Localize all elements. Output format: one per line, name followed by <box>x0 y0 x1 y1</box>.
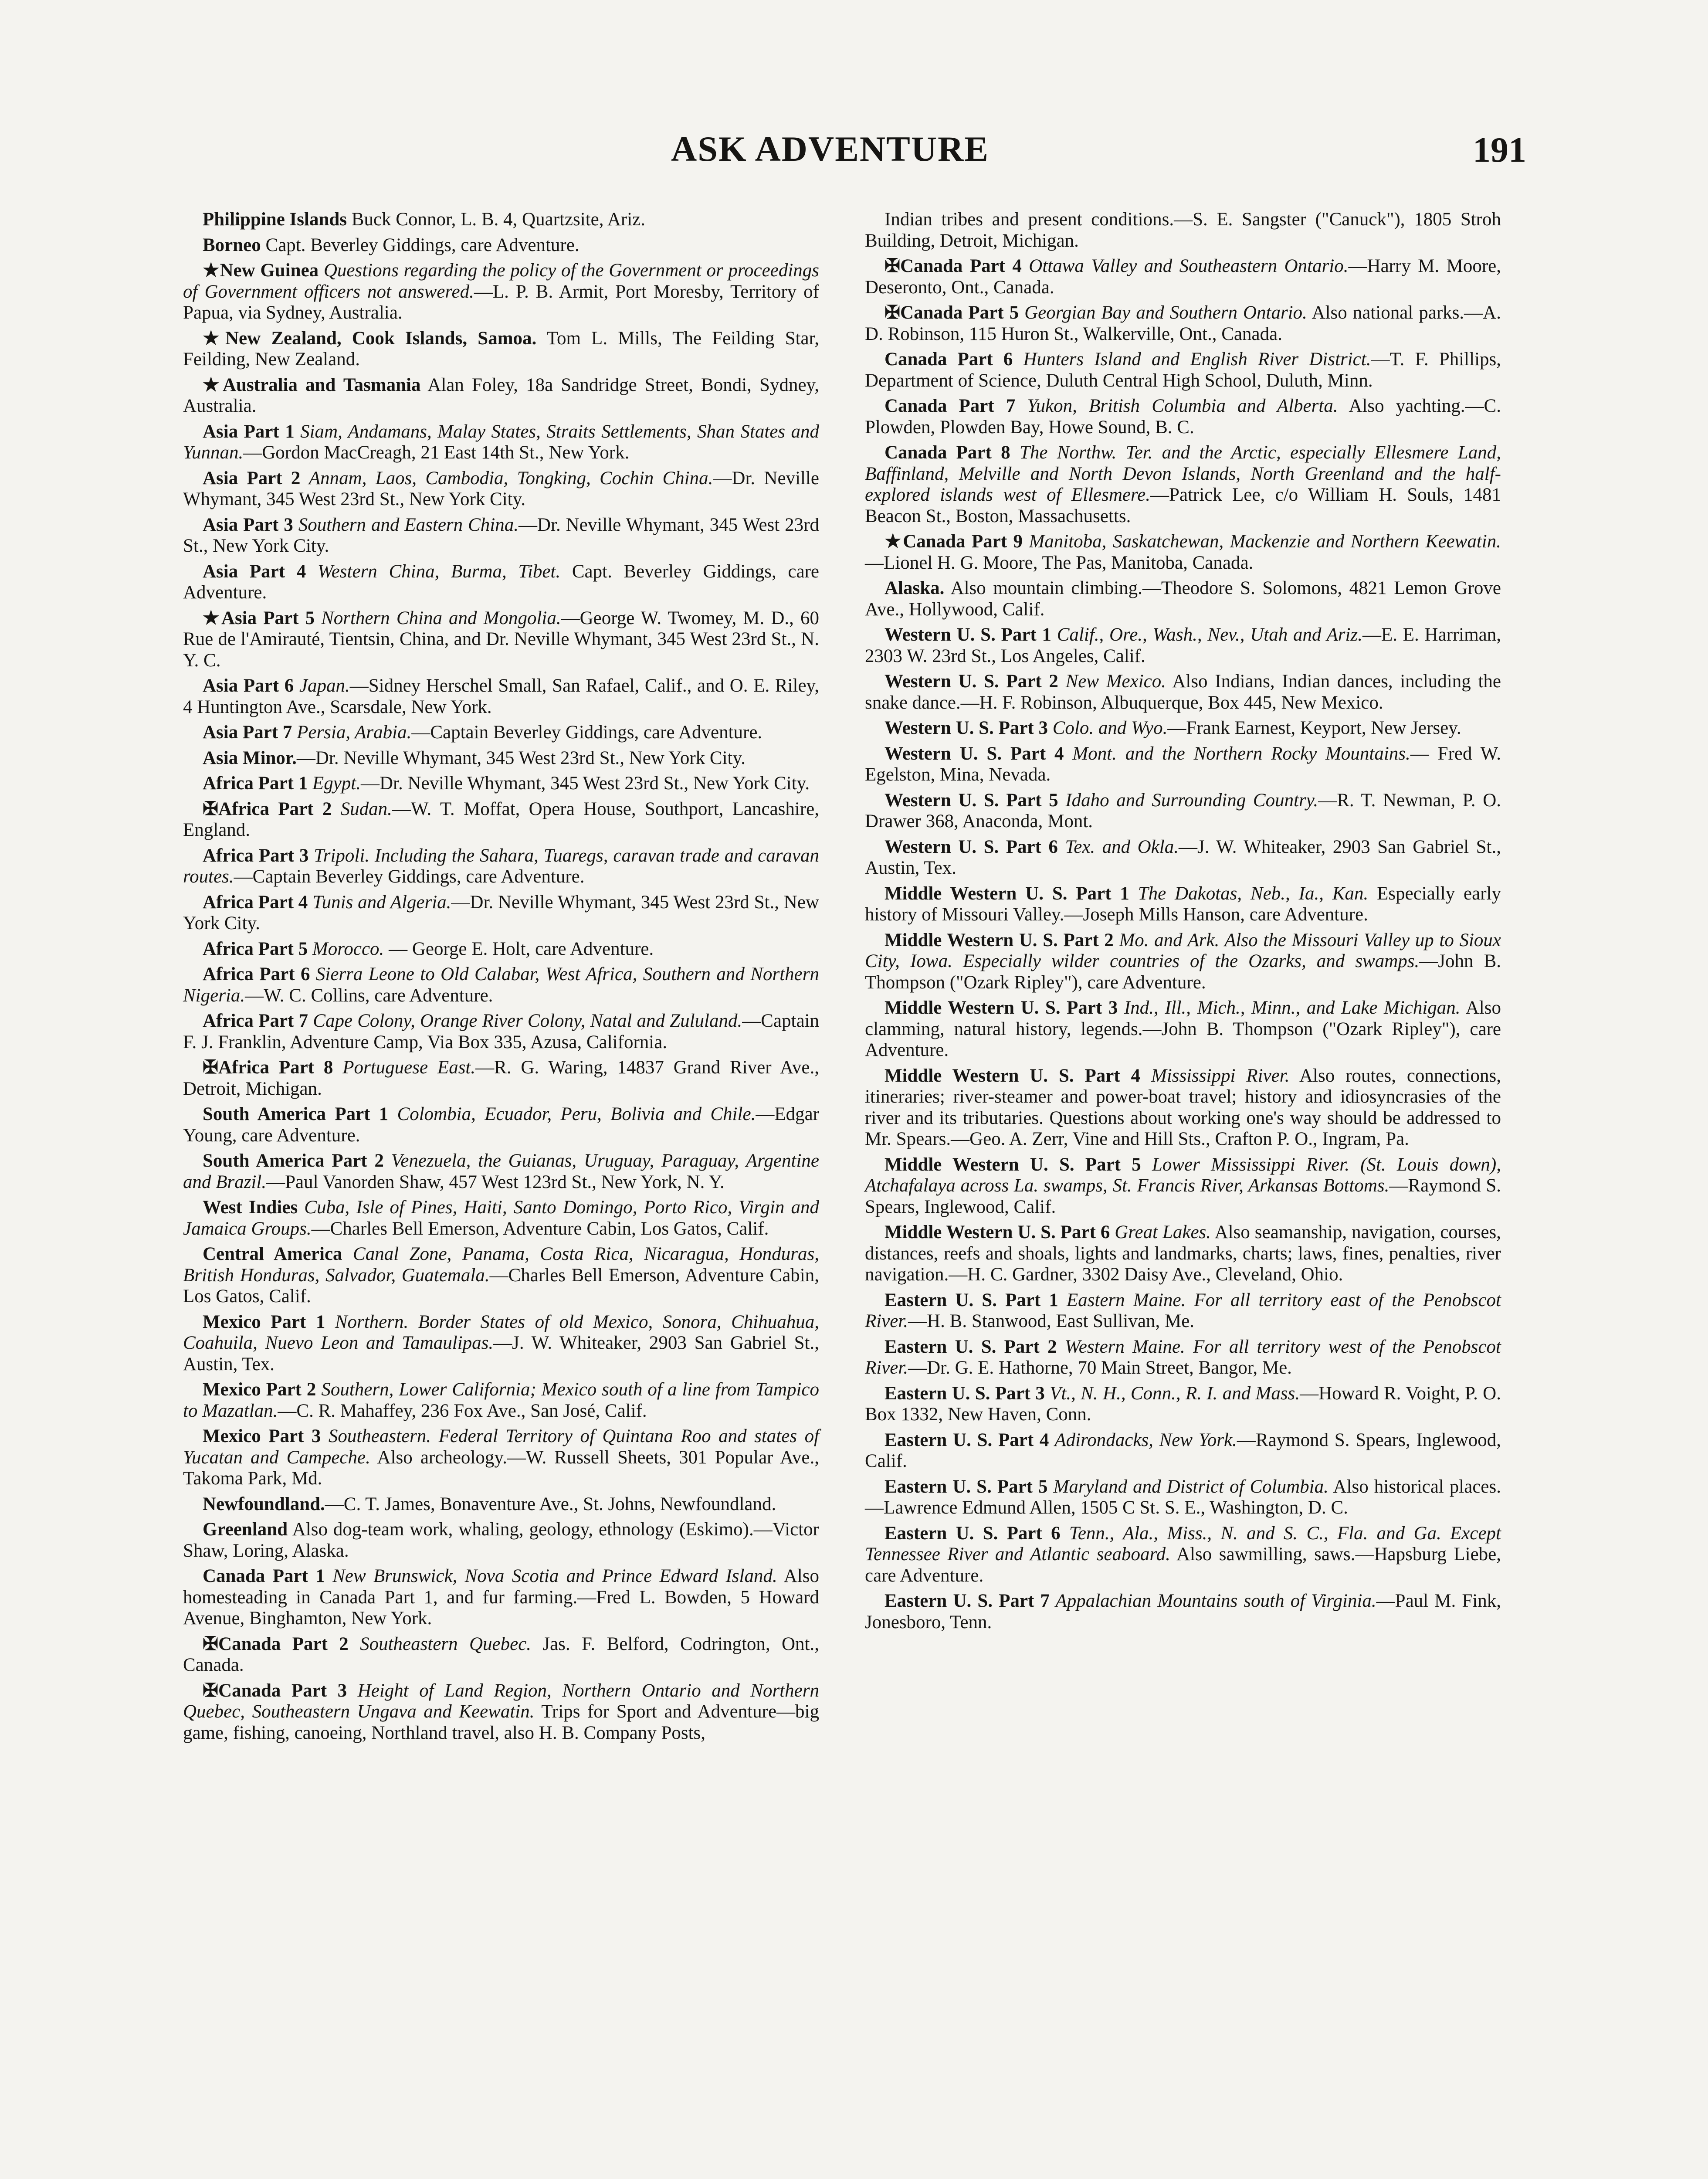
entry-region: Annam, Laos, Cambodia, Tongking, Cochin China. <box>300 468 713 489</box>
entry-region: New Mexico. <box>1058 671 1166 692</box>
entry-heading: Africa Part 5 <box>203 938 308 959</box>
entry-heading: Canada Part 6 <box>884 349 1013 370</box>
directory-entry <box>183 1312 819 1375</box>
entry-heading: Africa Part 8 <box>218 1057 333 1078</box>
entry-text: Also seamanship, navigation, courses, distances, reefs and shoals, lights and landmarks, charts; laws, fines, penalties, river navigation.—H. C. Gardner, 3302 Daisy Ave., Cleveland, Ohio. <box>865 1222 1501 1285</box>
entry-heading: Eastern U. S. Part 5 <box>884 1476 1048 1497</box>
entry-region: New Brunswick, Nova Scotia and Prince Edward Island. <box>325 1566 777 1586</box>
entry-text: —Dr. Neville Whymant, 345 West 23rd St., New York City. <box>183 514 819 556</box>
entry-text: —Charles Bell Emerson, Adventure Cabin, Los Gatos, Calif. <box>311 1218 769 1239</box>
entry-symbol: ★ <box>203 374 223 395</box>
directory-entry <box>183 561 819 604</box>
entry-heading: Africa Part 4 <box>203 892 308 913</box>
entry-heading: Western U. S. Part 1 <box>884 625 1051 645</box>
entry-heading: Canada Part 5 <box>900 302 1019 323</box>
entry-text: Alan Foley, 18a Sandridge Street, Bondi, Sydney, Australia. <box>183 374 820 416</box>
entry-heading: Africa Part 3 <box>203 845 309 866</box>
entry-text: Tom L. Mills, The Feilding Star, Feilding, New Zealand. <box>183 328 819 370</box>
directory-entry <box>865 1430 1501 1472</box>
directory-entry <box>865 1591 1501 1633</box>
entry-heading: Africa Part 1 <box>203 773 308 794</box>
entry-text: Also dog-team work, whaling, geology, ethnology (Eskimo).—Victor Shaw, Loring, Alaska. <box>183 1519 819 1561</box>
entry-text: —W. C. Collins, care Adventure. <box>245 985 493 1006</box>
entry-heading: Australia and Tasmania <box>222 374 421 395</box>
entry-text: Also clamming, natural history, legends.—John B. Thompson ("Ozark Ripley"), care Adventure. <box>865 998 1501 1060</box>
entry-region: Japan. <box>294 675 350 696</box>
page-header <box>0 129 1708 181</box>
entry-region: Tenn., Ala., Miss., N. and S. C., Fla. and Ga. Except Tennessee River and Atlantic seaboard. <box>865 1523 1501 1565</box>
entry-heading: Middle Western U. S. Part 1 <box>884 883 1129 904</box>
entry-region: Sudan. <box>332 798 392 819</box>
directory-entry <box>865 671 1501 713</box>
entry-heading: Western U. S. Part 3 <box>884 718 1048 738</box>
entry-heading: Philippine Islands <box>203 209 347 230</box>
directory-entry <box>865 1222 1501 1286</box>
directory-entry <box>183 375 819 417</box>
directory-entry <box>865 883 1501 926</box>
directory-entry <box>183 608 819 672</box>
entry-text: Also yachting.—C. Plowden, Plowden Bay, Howe Sound, B. C. <box>865 396 1501 438</box>
directory-entry <box>183 939 819 960</box>
entry-region: Portuguese East. <box>333 1057 476 1078</box>
entry-region: Lower Mississippi River. (St. Louis down), Atchafalaya across La. swamps, St. Francis River, Arkansas Bottoms. <box>865 1154 1501 1196</box>
entry-text: Also archeology.—W. Russell Sheets, 301 Popular Ave., Takoma Park, Md. <box>183 1447 819 1489</box>
directory-entry <box>183 515 819 557</box>
entry-region: Tex. and Okla. <box>1057 836 1179 857</box>
entry-region: Vt., N. H., Conn., R. I. and Mass. <box>1044 1383 1300 1404</box>
entry-text: Especially early history of Missouri Valley.—Joseph Mills Hanson, care Adventure. <box>865 883 1501 925</box>
directory-entry <box>183 468 819 510</box>
entry-region: Tripoli. Including the Sahara, Tuaregs, caravan trade and caravan routes. <box>183 845 819 887</box>
entry-symbol: ★ <box>203 328 225 349</box>
directory-entry <box>183 260 819 324</box>
entry-symbol: ✠ <box>203 798 219 819</box>
entry-heading: West Indies <box>203 1197 298 1218</box>
directory-entry <box>183 1197 819 1239</box>
entry-text: — George E. Holt, care Adventure. <box>384 938 654 959</box>
entry-text: Jas. F. Belford, Codrington, Ont., Canada. <box>183 1633 819 1675</box>
entry-region: Ottawa Valley and Southeastern Ontario. <box>1021 256 1349 276</box>
entry-region: Cuba, Isle of Pines, Haiti, Santo Domingo, Porto Rico, Virgin and Jamaica Groups. <box>183 1197 819 1239</box>
entry-region: Georgian Bay and Southern Ontario. <box>1019 302 1307 323</box>
entry-region: Cape Colony, Orange River Colony, Natal and Zululand. <box>308 1011 742 1031</box>
entry-text: —Charles Bell Emerson, Adventure Cabin, Los Gatos, Calif. <box>183 1265 819 1307</box>
directory-entry <box>183 209 819 231</box>
entry-region: Canal Zone, Panama, Costa Rica, Nicaragua, Honduras, British Honduras, Salvador, Guatemala. <box>183 1244 820 1286</box>
entry-heading: Eastern U. S. Part 6 <box>884 1523 1061 1544</box>
directory-entry <box>865 1154 1501 1218</box>
entry-text: —R. T. Newman, P. O. Drawer 368, Anaconda, Mont. <box>865 790 1501 832</box>
entry-text: —Sidney Herschel Small, San Rafael, Calif., and O. E. Riley, 4 Huntington Ave., Scarsdale, New York. <box>183 675 819 717</box>
entry-heading: Asia Part 4 <box>203 561 306 582</box>
entry-heading: Mexico Part 1 <box>203 1311 325 1332</box>
entry-text: —Dr. Neville Whymant, 345 West 23rd St., New York City. <box>360 773 810 794</box>
entry-text: —George W. Twomey, M. D., 60 Rue de l'Amirauté, Tientsin, China, and Dr. Neville Whymant, 345 West 23rd St., N. Y. C. <box>183 608 819 671</box>
entry-heading: Mexico Part 2 <box>203 1379 316 1400</box>
directory-entry <box>865 718 1501 739</box>
directory-entry <box>183 1634 819 1676</box>
entry-text: Trips for Sport and Adventure—big game, fishing, canoeing, Northland travel, also H. B. Company Posts, <box>183 1701 819 1743</box>
page-title: ASK ADVENTURE <box>671 129 989 169</box>
directory-entry <box>865 625 1501 667</box>
entry-region: Southern and Eastern China. <box>293 514 518 535</box>
entry-heading: Canada Part 2 <box>218 1633 349 1654</box>
directory-entry <box>183 964 819 1006</box>
entry-heading: Middle Western U. S. Part 4 <box>884 1065 1141 1086</box>
directory-entry <box>183 1057 819 1100</box>
directory-entry <box>865 1337 1501 1379</box>
entry-heading: Eastern U. S. Part 4 <box>884 1429 1049 1450</box>
directory-entry <box>183 892 819 934</box>
entry-region: Mo. and Ark. Also the Missouri Valley up to Sioux City, Iowa. Especially wilder countries of the Ozarks, and swamps. <box>865 930 1501 971</box>
directory-entry <box>865 998 1501 1061</box>
entry-heading: Western U. S. Part 6 <box>884 836 1058 857</box>
entry-symbol: ★ <box>203 608 221 628</box>
entry-text: —R. G. Waring, 14837 Grand River Ave., Detroit, Michigan. <box>183 1057 819 1099</box>
entry-region: Tunis and Algeria. <box>308 892 451 913</box>
directory-entry <box>865 743 1501 786</box>
entry-text: —Paul Vanorden Shaw, 457 West 123rd St., New York, N. Y. <box>266 1171 725 1192</box>
directory-entry <box>183 845 819 888</box>
directory-entry <box>865 302 1501 345</box>
directory-entry <box>183 675 819 718</box>
directory-entry <box>865 1290 1501 1332</box>
entry-text: Also sawmilling, saws.—Hapsburg Liebe, care Adventure. <box>865 1544 1501 1586</box>
entry-region: Colombia, Ecuador, Peru, Bolivia and Chile. <box>388 1104 756 1124</box>
entry-text: —Edgar Young, care Adventure. <box>183 1104 820 1146</box>
entry-heading: Asia Part 2 <box>203 468 301 489</box>
entry-region: Morocco. <box>308 938 384 959</box>
entry-heading: Canada Part 4 <box>900 256 1022 276</box>
entry-region: Sierra Leone to Old Calabar, West Africa, Southern and Northern Nigeria. <box>183 964 819 1006</box>
directory-entry <box>865 442 1501 527</box>
entry-heading: Asia Part 6 <box>203 675 294 696</box>
entry-text: Also national parks.—A. D. Robinson, 115 Huron St., Walkerville, Ont., Canada. <box>865 302 1501 344</box>
right-column <box>865 209 1501 1637</box>
entry-heading: New Guinea <box>220 260 319 281</box>
entry-text: Also routes, connections, itineraries; river-steamer and power-boat travel; history and idiosyncrasies of the river and its tributaries. Questions about working one's way should be addressed to Mr. Spears.—Geo. A. Zerr, Vine and Hill Sts., Crafton P. O., Ingram, Pa. <box>865 1065 1501 1149</box>
directory-entry <box>183 1566 819 1629</box>
directory-entry <box>183 1494 819 1515</box>
entry-region: Northern China and Mongolia. <box>314 608 561 628</box>
entry-heading: Asia Part 5 <box>221 608 315 628</box>
directory-entry <box>865 1476 1501 1519</box>
entry-region: Appalachian Mountains south of Virginia. <box>1050 1591 1376 1611</box>
directory-entry <box>865 578 1501 620</box>
entry-region: Hunters Island and English River District. <box>1013 349 1371 370</box>
directory-entry <box>865 1523 1501 1587</box>
entry-text: — Fred W. Egelston, Mina, Nevada. <box>865 743 1501 785</box>
directory-entry <box>183 1426 819 1490</box>
entry-text: —Howard R. Voight, P. O. Box 1332, New Haven, Conn. <box>865 1383 1501 1425</box>
entry-heading: Asia Part 7 <box>203 722 292 743</box>
entry-heading: Eastern U. S. Part 2 <box>884 1336 1057 1357</box>
entry-region: Western China, Burma, Tibet. <box>306 561 561 582</box>
directory-entry <box>183 1244 819 1307</box>
entry-text: —Paul M. Fink, Jonesboro, Tenn. <box>865 1591 1501 1633</box>
entry-text: —L. P. B. Armit, Port Moresby, Territory of Papua, via Sydney, Australia. <box>183 281 819 323</box>
directory-entry <box>183 1151 819 1193</box>
entry-heading: Africa Part 6 <box>203 964 310 984</box>
entry-text: —J. W. Whiteaker, 2903 San Gabriel St., Austin, Tex. <box>183 1333 820 1375</box>
directory-entry <box>183 1680 819 1744</box>
directory-entry <box>183 773 819 794</box>
directory-entry <box>183 235 819 256</box>
entry-heading: Canada Part 9 <box>903 531 1023 552</box>
entry-heading: Middle Western U. S. Part 3 <box>884 998 1118 1018</box>
entry-region: The Dakotas, Neb., Ia., Kan. <box>1129 883 1369 904</box>
entry-region: Great Lakes. <box>1110 1222 1211 1242</box>
entry-text: —Frank Earnest, Keyport, New Jersey. <box>1167 718 1461 738</box>
entry-heading: Greenland <box>203 1519 288 1540</box>
entry-text: —Lionel H. G. Moore, The Pas, Manitoba, Canada. <box>865 552 1254 573</box>
entry-text: Also Indians, Indian dances, including the snake dance.—H. F. Robinson, Albuquerque, Box 445, New Mexico. <box>865 671 1501 713</box>
entry-region: Siam, Andamans, Malay States, Straits Settlements, Shan States and Yunnan. <box>183 421 819 463</box>
entry-text: —Captain Beverley Giddings, care Adventure. <box>411 722 762 743</box>
directory-entry <box>183 722 819 743</box>
directory-entry <box>183 1519 819 1561</box>
directory-entry <box>183 328 819 370</box>
entry-text: —T. F. Phillips, Department of Science, Duluth Central High School, Duluth, Minn. <box>865 349 1501 391</box>
entry-text: —Captain Beverley Giddings, care Adventure. <box>234 866 585 887</box>
entry-text: —Dr. G. E. Hathorne, 70 Main Street, Bangor, Me. <box>908 1358 1292 1378</box>
entry-region: Egypt. <box>308 773 361 794</box>
entry-symbol: ★ <box>203 260 220 281</box>
entry-heading: Mexico Part 3 <box>203 1426 321 1446</box>
page-number: 191 <box>1473 130 1526 170</box>
entry-heading: Africa Part 2 <box>218 798 332 819</box>
entry-heading: Middle Western U. S. Part 2 <box>884 930 1114 950</box>
entry-region: Mississippi River. <box>1140 1065 1290 1086</box>
entry-heading: Central America <box>203 1244 342 1264</box>
entry-heading: New Zealand, Cook Islands, Samoa. <box>225 328 537 349</box>
entry-text: —C. R. Mahaffey, 236 Fox Ave., San José, Calif. <box>278 1400 647 1421</box>
entry-heading: Canada Part 8 <box>884 442 1010 463</box>
entry-heading: Canada Part 3 <box>218 1680 347 1701</box>
entry-symbol: ★ <box>884 531 903 552</box>
entry-heading: Canada Part 1 <box>203 1566 325 1586</box>
left-column <box>183 209 819 1748</box>
entry-region: Venezuela, the Guianas, Uruguay, Paraguay, Argentine and Brazil. <box>183 1151 819 1192</box>
entry-text: —Patrick Lee, c/o William H. Souls, 1481 Beacon St., Boston, Massachusetts. <box>865 485 1501 526</box>
entry-text: —Raymond S. Spears, Inglewood, Calif. <box>865 1429 1501 1471</box>
directory-entry <box>183 1011 819 1053</box>
entry-text: Also historical places.—Lawrence Edmund Allen, 1505 C St. S. E., Washington, D. C. <box>865 1476 1501 1518</box>
directory-entry <box>865 930 1501 994</box>
entry-region: Maryland and District of Columbia. <box>1047 1476 1328 1497</box>
entry-heading: South America Part 2 <box>203 1151 384 1171</box>
entry-heading: Middle Western U. S. Part 5 <box>884 1154 1141 1175</box>
entry-region: Southeastern Quebec. <box>348 1633 532 1654</box>
directory-entry <box>865 209 1501 251</box>
entry-text: —Dr. Neville Whymant, 345 West 23rd St., New York City. <box>183 892 819 933</box>
entry-text: —J. W. Whiteaker, 2903 San Gabriel St., Austin, Tex. <box>865 836 1501 878</box>
entry-region: The Northw. Ter. and the Arctic, especially Ellesmere Land, Baffinland, Melville and North Devon Islands, North Greenland and the half-explored islands west of Ellesmere. <box>865 442 1501 505</box>
entry-region: Yukon, British Columbia and Alberta. <box>1015 396 1338 416</box>
entry-heading: Western U. S. Part 4 <box>884 743 1064 764</box>
entry-text: Capt. Beverley Giddings, care Adventure. <box>261 234 580 255</box>
entry-region: Southern, Lower California; Mexico south of a line from Tampico to Mazatlan. <box>183 1379 820 1421</box>
entry-heading: Canada Part 7 <box>884 396 1016 416</box>
entry-region: Idaho and Surrounding Country. <box>1058 790 1318 811</box>
entry-symbol: ✠ <box>203 1057 219 1078</box>
entry-symbol: ✠ <box>203 1633 219 1654</box>
directory-entry <box>183 421 819 464</box>
entry-text: —Captain F. J. Franklin, Adventure Camp, Via Box 335, Azusa, California. <box>183 1011 819 1052</box>
directory-entry <box>183 799 819 841</box>
entry-text: Buck Connor, L. B. 4, Quartzsite, Ariz. <box>347 209 646 230</box>
entry-heading: Asia Minor. <box>203 747 297 768</box>
entry-heading: Newfoundland. <box>203 1493 325 1514</box>
entry-heading: Asia Part 3 <box>203 514 293 535</box>
entry-heading: Western U. S. Part 2 <box>884 671 1058 692</box>
entry-region: Northern. Border States of old Mexico, Sonora, Chihuahua, Coahuila, Nuevo Leon and Tamaulipas. <box>183 1311 819 1353</box>
directory-entry <box>865 1066 1501 1150</box>
entry-text: —C. T. James, Bonaventure Ave., St. Johns, Newfoundland. <box>325 1493 776 1514</box>
entry-text: —Dr. Neville Whymant, 345 West 23rd St., New York City. <box>183 468 819 509</box>
entry-region: Colo. and Wyo. <box>1048 718 1168 738</box>
entry-text: Capt. Beverley Giddings, care Adventure. <box>183 561 819 603</box>
entry-text: —Gordon MacCreagh, 21 East 14th St., New York. <box>243 442 630 463</box>
directory-entry <box>183 748 819 769</box>
entry-heading: Eastern U. S. Part 3 <box>884 1383 1045 1404</box>
entry-text: —Raymond S. Spears, Inglewood, Calif. <box>865 1175 1501 1217</box>
entry-symbol: ✠ <box>203 1680 219 1701</box>
entry-region: Height of Land Region, Northern Ontario and Northern Quebec, Southeastern Ungava and Keewatin. <box>183 1680 819 1722</box>
entry-region: Southeastern. Federal Territory of Quintana Roo and states of Yucatan and Campeche. <box>183 1426 820 1468</box>
entry-heading: Eastern U. S. Part 1 <box>884 1290 1058 1310</box>
entry-text: —H. B. Stanwood, East Sullivan, Me. <box>908 1311 1195 1331</box>
entry-region: Calif., Ore., Wash., Nev., Utah and Ariz. <box>1051 625 1362 645</box>
entry-heading: Alaska. <box>884 578 945 598</box>
directory-entry <box>183 1104 819 1146</box>
directory-entry <box>865 349 1501 391</box>
directory-entry <box>865 790 1501 832</box>
directory-entry <box>865 1383 1501 1426</box>
entry-region: Adirondacks, New York. <box>1049 1429 1237 1450</box>
entry-heading: Eastern U. S. Part 7 <box>884 1591 1050 1611</box>
entry-symbol: ✠ <box>884 256 901 276</box>
entry-text: Also mountain climbing.—Theodore S. Solomons, 4821 Lemon Grove Ave., Hollywood, Calif. <box>865 578 1501 620</box>
entry-text: —John B. Thompson ("Ozark Ripley"), care Adventure. <box>865 951 1501 993</box>
directory-entry <box>865 396 1501 438</box>
entry-region: Questions regarding the policy of the Government or proceedings of Government officers not answered. <box>183 260 819 302</box>
entry-text: Indian tribes and present conditions.—S. E. Sangster ("Canuck"), 1805 Stroh Building, Detroit, Michigan. <box>865 209 1501 251</box>
entry-text: —Dr. Neville Whymant, 345 West 23rd St., New York City. <box>296 747 746 768</box>
directory-entry <box>865 531 1501 574</box>
entry-region: Ind., Ill., Mich., Minn., and Lake Michigan. <box>1118 998 1461 1018</box>
entry-text: —W. T. Moffat, Opera House, Southport, Lancashire, England. <box>183 798 820 840</box>
entry-region: Mont. and the Northern Rocky Mountains. <box>1064 743 1410 764</box>
entry-heading: Asia Part 1 <box>203 421 295 442</box>
entry-region: Manitoba, Saskatchewan, Mackenzie and Northern Keewatin. <box>1023 531 1501 552</box>
entry-heading: Borneo <box>203 234 261 255</box>
directory-entry <box>865 256 1501 298</box>
entry-heading: Middle Western U. S. Part 6 <box>884 1222 1110 1242</box>
directory-entry <box>183 1379 819 1422</box>
entry-region: Western Maine. For all territory west of the Penobscot River. <box>865 1336 1501 1378</box>
entry-text: —Harry M. Moore, Deseronto, Ont., Canada. <box>865 256 1501 298</box>
entry-symbol: ✠ <box>884 302 901 323</box>
entry-text: —E. E. Harriman, 2303 W. 23rd St., Los Angeles, Calif. <box>865 625 1501 666</box>
directory-entry <box>865 837 1501 879</box>
entry-region: Persia, Arabia. <box>292 722 412 743</box>
entry-heading: South America Part 1 <box>203 1104 389 1124</box>
entry-text: Also homesteading in Canada Part 1, and fur farming.—Fred L. Bowden, 5 Howard Avenue, Binghamton, New York. <box>183 1566 819 1629</box>
entry-heading: Western U. S. Part 5 <box>884 790 1058 811</box>
entry-heading: Africa Part 7 <box>203 1011 308 1031</box>
entry-region: Eastern Maine. For all territory east of the Penobscot River. <box>865 1290 1501 1331</box>
